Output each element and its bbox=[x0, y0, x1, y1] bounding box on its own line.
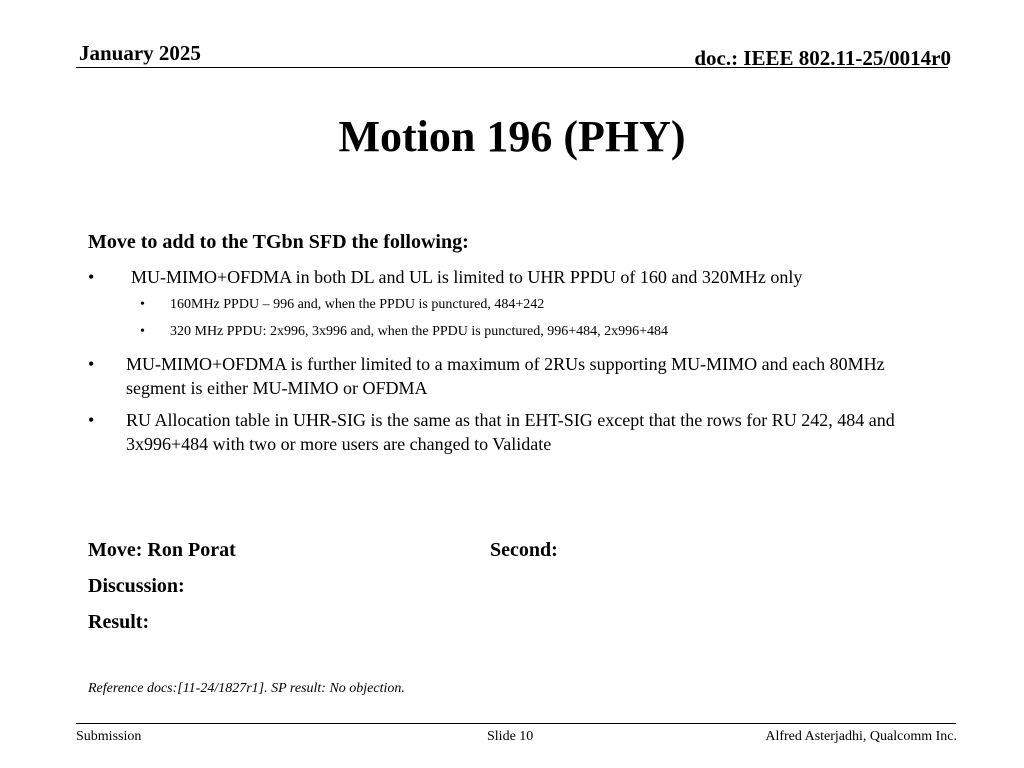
second-label: Second: bbox=[490, 539, 558, 561]
footer-slide-number: Slide 10 bbox=[487, 729, 534, 744]
mover-label: Move: Ron Porat bbox=[88, 539, 236, 561]
bullet-text: MU-MIMO+OFDMA in both DL and UL is limited to UHR PPDU of 160 and 320MHz only bbox=[131, 267, 803, 287]
bullet-item bbox=[88, 265, 948, 289]
sub-bullet-item bbox=[140, 295, 940, 315]
bullet-text: RU Allocation table in UHR-SIG is the same as that in EHT-SIG except that the rows for RU 242, 484 and 3x996+484 with two or more users are changed to Validate bbox=[126, 410, 895, 454]
sub-bullet-dot: • bbox=[140, 297, 145, 312]
sub-bullet-item bbox=[140, 322, 940, 342]
result-label: Result: bbox=[88, 611, 150, 633]
bullet-dot: • bbox=[88, 267, 95, 287]
sub-bullet-dot: • bbox=[140, 324, 145, 339]
reference-note: Reference docs:[11-24/1827r1]. SP result: No objection. bbox=[88, 681, 405, 696]
header-divider bbox=[76, 67, 948, 68]
header-doc-id: doc.: IEEE 802.11-25/0014r0 bbox=[694, 46, 951, 70]
bullet-dot: • bbox=[88, 354, 95, 374]
slide-title: Motion 196 (PHY) bbox=[338, 112, 686, 161]
sub-bullet-text: 160MHz PPDU – 996 and, when the PPDU is punctured, 484+242 bbox=[170, 297, 545, 312]
motion-lead-text: Move to add to the TGbn SFD the following: bbox=[88, 231, 469, 253]
footer-submission: Submission bbox=[76, 729, 142, 744]
footer-author: Alfred Asterjadhi, Qualcomm Inc. bbox=[765, 729, 957, 744]
bullet-text: MU-MIMO+OFDMA is further limited to a maximum of 2RUs supporting MU-MIMO and each 80MHz segment is either MU-MIMO or OFDMA bbox=[126, 354, 885, 398]
footer-divider bbox=[76, 723, 956, 724]
sub-bullet-text: 320 MHz PPDU: 2x996, 3x996 and, when the PPDU is punctured, 996+484, 2x996+484 bbox=[170, 324, 668, 339]
bullet-item bbox=[88, 408, 918, 456]
bullet-item bbox=[88, 352, 918, 400]
header-date: January 2025 bbox=[79, 41, 201, 65]
discussion-label: Discussion: bbox=[88, 575, 185, 597]
bullet-dot: • bbox=[88, 410, 95, 430]
